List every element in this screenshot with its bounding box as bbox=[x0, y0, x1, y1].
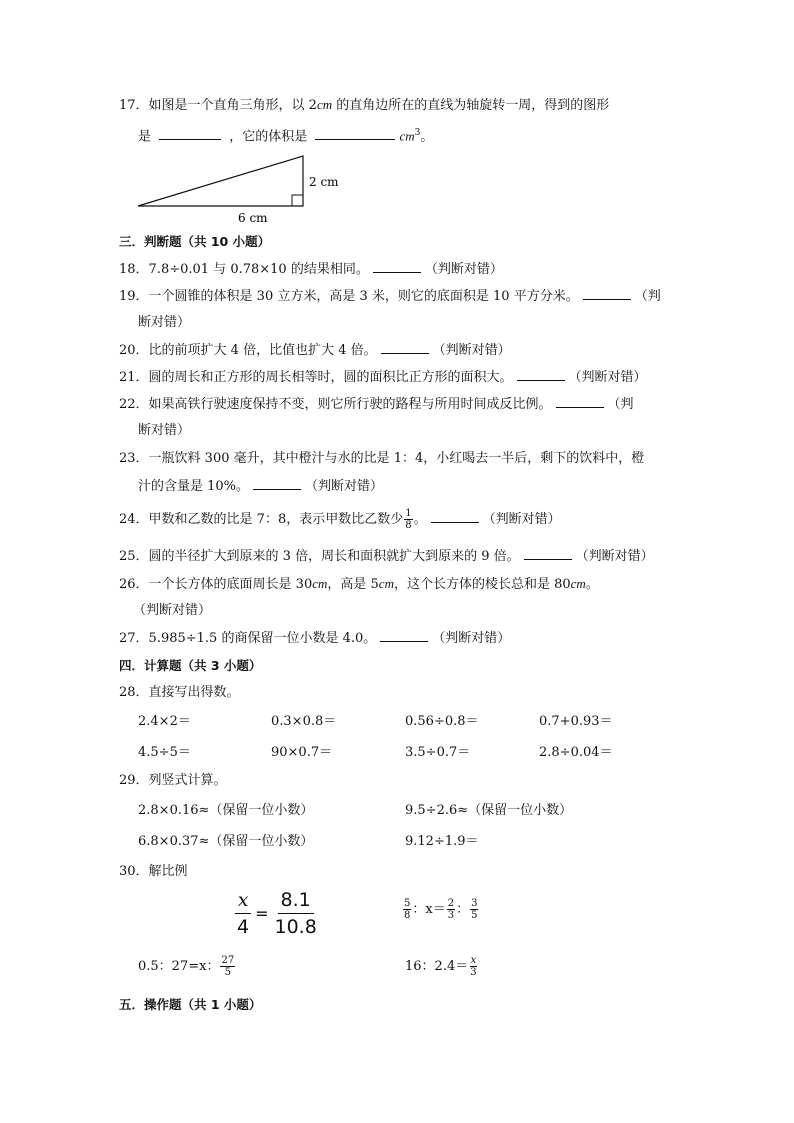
q28-title: 28．直接写出得数。 bbox=[119, 685, 240, 700]
q21: 21．圆的周长和正方形的周长相等时，圆的面积比正方形的面积大。 （判断对错） bbox=[119, 370, 647, 385]
proportion-eq4: 16：2.4＝ $\frac{x}{3}$ bbox=[405, 955, 477, 978]
vertical-calc-item: 6.8×0.37≈（保留一位小数） bbox=[138, 834, 314, 849]
section-operation-title: 五．操作题（共 1 小题） bbox=[119, 997, 262, 1012]
q17-line2: 是 ，它的体积是 $cm^3$。 bbox=[138, 128, 434, 145]
q19-cont: 断对错） bbox=[138, 315, 191, 330]
right-angle-mark bbox=[292, 195, 303, 206]
vertical-calc-item: 9.5÷2.6≈（保留一位小数） bbox=[405, 803, 573, 818]
right-triangle-figure bbox=[130, 148, 350, 228]
q23-cont: 汁的含量是 10%。 （判断对错） bbox=[138, 479, 384, 494]
vertical-calc-item: 2.8×0.16≈（保留一位小数） bbox=[138, 803, 314, 818]
q26: 26．一个长方体的底面周长是 30cm，高是 5cm，这个长方体的棱长总和是 80cm。 bbox=[119, 576, 599, 592]
q25: 25．圆的半径扩大到原来的 3 倍，周长和面积就扩大到原来的 9 倍。 （判断对错） bbox=[119, 549, 654, 564]
q30-title: 30．解比例 bbox=[119, 864, 188, 879]
q27: 27．5.985÷1.5 的商保留一位小数是 4.0。 （判断对错） bbox=[119, 631, 511, 646]
q22: 22．如果高铁行驶速度保持不变，则它所行驶的路程与所用时间成反比例。 （判 bbox=[119, 397, 634, 412]
calc-item: 0.7+0.93＝ bbox=[539, 714, 613, 729]
answer-blank[interactable] bbox=[253, 477, 301, 490]
calc-item: 3.5÷0.7＝ bbox=[405, 745, 471, 760]
answer-blank[interactable] bbox=[381, 341, 429, 354]
calc-item: 4.5÷5＝ bbox=[138, 745, 191, 760]
section-calculation-title: 四．计算题（共 3 小题） bbox=[119, 658, 262, 673]
vertical-calc-item: 9.12÷1.9＝ bbox=[405, 834, 479, 849]
answer-blank[interactable] bbox=[517, 368, 565, 381]
calc-item: 2.8÷0.04＝ bbox=[539, 745, 613, 760]
proportion-eq1: $\frac{x}{4}$ = $\frac{8.1}{10.8}$ bbox=[234, 889, 320, 938]
calc-item: 90×0.7＝ bbox=[271, 745, 333, 760]
q26-cont: （判断对错） bbox=[133, 603, 212, 618]
answer-blank[interactable] bbox=[373, 260, 421, 273]
answer-blank[interactable] bbox=[524, 547, 572, 560]
fraction: $\frac{1}{8}$ bbox=[405, 508, 412, 531]
calc-item: 2.4×2＝ bbox=[138, 714, 191, 729]
q24: 24．甲数和乙数的比是 7：8，表示甲数比乙数少 $\frac{1}{8}$ 。 （判断对错） bbox=[119, 508, 561, 531]
answer-blank[interactable] bbox=[431, 510, 479, 523]
q17-line1: 17．如图是一个直角三角形，以 2cm 的直角边所在的直线为轴旋转一周，得到的图形 bbox=[119, 97, 610, 113]
proportion-eq2: $\frac{5}{8}$ ：x＝ $\frac{2}{3}$ ： $\frac{3}{5}$ bbox=[404, 898, 478, 921]
calc-item: 0.56÷0.8＝ bbox=[405, 714, 479, 729]
answer-blank[interactable] bbox=[159, 127, 221, 140]
section-judgment-title: 三．判断题（共 10 小题） bbox=[119, 234, 271, 249]
q20: 20．比的前项扩大 4 倍，比值也扩大 4 倍。 （判断对错） bbox=[119, 343, 511, 358]
q23: 23．一瓶饮料 300 毫升，其中橙汁与水的比是 1：4，小红喝去一半后，剩下的饮料中，橙 bbox=[119, 451, 645, 466]
proportion-eq3: 0.5：27=x： $\frac{27}{5}$ bbox=[138, 955, 235, 978]
answer-blank[interactable] bbox=[556, 395, 604, 408]
triangle-shape bbox=[138, 156, 303, 206]
q29-title: 29．列竖式计算。 bbox=[119, 773, 227, 788]
base-label: 6 cm bbox=[238, 211, 268, 225]
answer-blank[interactable] bbox=[315, 127, 395, 140]
answer-blank[interactable] bbox=[583, 287, 631, 300]
height-label: 2 cm bbox=[309, 175, 339, 189]
calc-item: 0.3×0.8＝ bbox=[271, 714, 337, 729]
answer-blank[interactable] bbox=[380, 629, 428, 642]
q18: 18．7.8÷0.01 与 0.78×10 的结果相同。 （判断对错） bbox=[119, 262, 503, 277]
q22-cont: 断对错） bbox=[138, 423, 191, 438]
q19: 19．一个圆锥的体积是 30 立方米，高是 3 米，则它的底面积是 10 平方分米。 （判 bbox=[119, 289, 661, 304]
